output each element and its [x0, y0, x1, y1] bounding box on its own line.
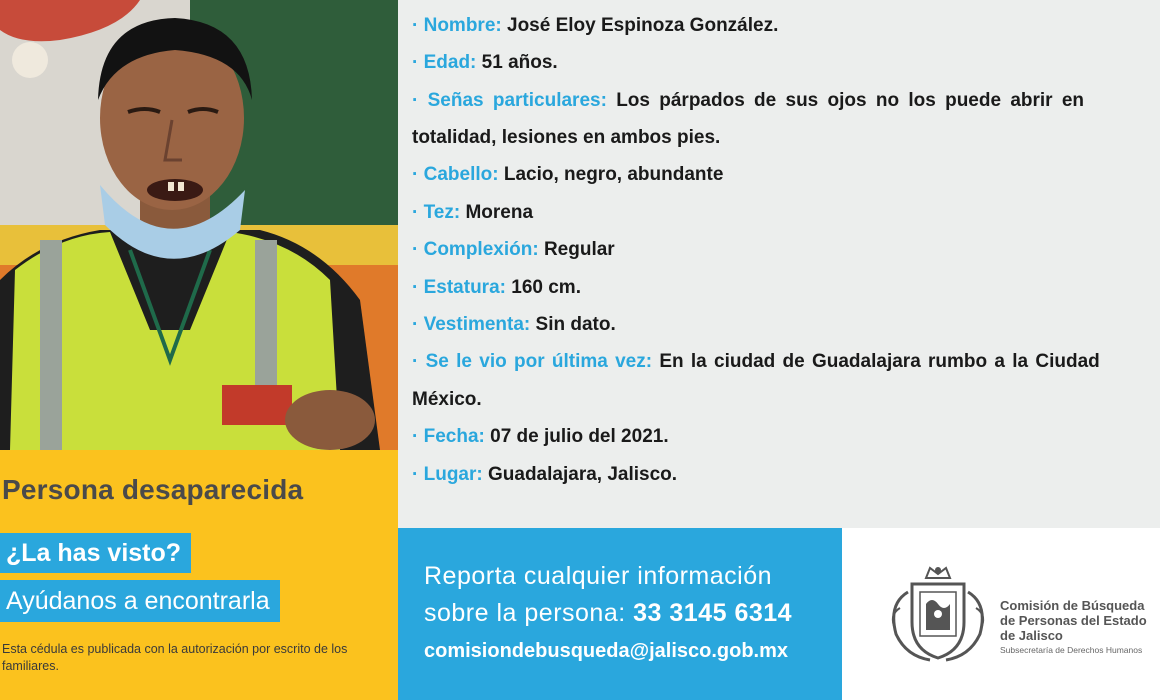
missing-banner	[0, 450, 398, 700]
detail-ultima-vez-continuation: México.	[412, 389, 482, 410]
contact-phone[interactable]: 33 3145 6314	[633, 599, 793, 627]
detail-cabello: · Cabello: Lacio, negro, abundante	[412, 164, 724, 185]
contact-email[interactable]: comisiondebusqueda@jalisco.gob.mx	[424, 640, 789, 662]
banner-help: Ayúdanos a encontrarla	[0, 580, 280, 622]
detail-fecha: · Fecha: 07 de julio del 2021.	[412, 426, 669, 447]
organization-logo-panel	[842, 528, 1160, 700]
detail-senas-continuation: totalidad, lesiones en ambos pies.	[412, 127, 721, 148]
banner-note: Esta cédula es publicada con la autorización por escrito de los familiares.	[2, 642, 348, 673]
contact-panel	[398, 528, 842, 700]
person-photo	[0, 0, 398, 450]
banner-question: ¿La has visto?	[0, 533, 191, 573]
person-details-panel	[398, 0, 1160, 528]
detail-lugar: · Lugar: Guadalajara, Jalisco.	[412, 464, 678, 485]
detail-edad: · Edad: 51 años.	[412, 52, 558, 73]
detail-estatura: · Estatura: 160 cm.	[412, 277, 581, 298]
jalisco-coat-of-arms-icon	[886, 564, 990, 666]
detail-complexion: · Complexión: Regular	[412, 239, 615, 260]
person-photo-illustration	[0, 0, 398, 450]
detail-vestimenta: · Vestimenta: Sin dato.	[412, 314, 616, 335]
detail-senas: · Señas particulares: Los párpados de sus ojos no los puede abrir en	[412, 90, 1085, 111]
detail-ultima-vez: · Se le vio por última vez: En la ciudad de Guadalajara rumbo a la Ciudad	[412, 351, 1100, 372]
contact-line2: sobre la persona: 33 3145 6314	[424, 599, 793, 627]
organization-name: Comisión de Búsqueda de Personas del Estado de Jalisco	[1000, 598, 1147, 643]
detail-nombre: · Nombre: José Eloy Espinoza González.	[412, 15, 779, 36]
banner-title: Persona desaparecida	[2, 474, 304, 505]
contact-line1: Reporta cualquier información	[424, 562, 773, 590]
detail-tez: · Tez: Morena	[412, 202, 534, 223]
organization-subtitle: Subsecretaría de Derechos Humanos	[1000, 645, 1143, 655]
